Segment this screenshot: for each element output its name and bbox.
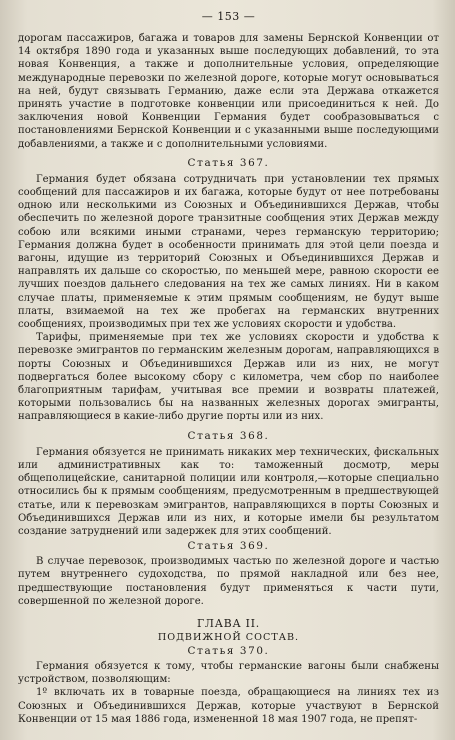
article-heading-368: Статья 368.	[187, 429, 270, 442]
paragraph-article-370-2: 1º включать их в товарные поезда, обращающиеся на линиях тех из Союзных и Объединившихся Держав, которые участвуют в Бернской Конвенции от 15 мая 1886 года, измененной 18 мая 1907 года, не препят-	[18, 687, 439, 725]
paragraph-article-367-1: Германия будет обязана сотрудничать при установлении тех прямых сообщений для пассажиров и их багажа, которые будут от нее потребованы одною или несколькими из Союзных и Объединившихся Держав, чтобы обеспечить по железной дороге транзитные сообщения этих Держав между собою или всякими иными странами, через германскую территорию; Германия должна будет в особенности принимать для этой цели поезда и вагоны, идущие из территорий Союзных и Объединившихся Держав и направлять их дальше со скоростью, по меньшей мере, равною скорости ее лучших поездов дальнего следования на тех же самых линиях. Ни в каком случае платы, применяемые к этим прямым сообщениям, не будут выше платы, взимаемой на тех же пробегах на германских внутренних сообщениях, производимых при тех же условиях скорости и удобства.	[18, 173, 439, 331]
page-number: — 153 —	[201, 10, 256, 23]
article-heading-370: Статья 370.	[187, 644, 270, 657]
paragraph-continuation: дорогам пассажиров, багажа и товаров для замены Бернской Конвенции от 14 октября 1890 года и указанных выше последующих добавлений, то эта новая Конвенция, а также и дополнительные условия, определяющие международные перевозки по железной дороге, которые могут основываться на ней, будут связывать Германию, даже если эта Держава откажется принять участие в подготовке конвенции или присоединиться к ней. До заключения новой Конвенции Германия будет сообразовываться с постановлениями Бернской Конвенции и с указанными выше последующими добавлениями, а также и с дополнительными условиями.	[18, 33, 439, 150]
chapter-subtitle: ПОДВИЖНОЙ СОСТАВ.	[157, 631, 300, 643]
paragraph-article-368: Германия обязуется не принимать никаких мер технических, фискальных или административных как то: таможенный досмотр, меры общеполицейские, санитарной полиции или контроля,—которые специально относились бы к прямым сообщениям, предусмотренным в предшествующей статье, или к перевозкам эмигрантов, направляющихся в порты Союзных и Объединившихся Держав или из них, и которые имели бы результатом создание затруднений или задержек для этих сообщений.	[18, 446, 439, 537]
article-heading-367: Статья 367.	[187, 156, 270, 169]
chapter-heading: ГЛАВА II.	[196, 616, 261, 630]
paragraph-article-369: В случае перевозок, производимых частью по железной дороге и частью путем внутреннего судоходства, по прямой накладной или без нее, предшествующие постановления будут применяться к части пути, совершенной по железной дороге.	[18, 556, 439, 607]
paragraph-article-370-1: Германия обязуется к тому, чтобы германские вагоны были снабжены устройством, позволяющим:	[18, 660, 439, 686]
article-heading-369: Статья 369.	[187, 540, 270, 553]
paragraph-article-367-2: Тарифы, применяемые при тех же условиях скорости и удобства к перевозке эмигрантов по германским железным дорогам, направляющихся в порты Союзных и Объединившихся Держав или из них, не могут подвергаться более высокому сбору с километра, чем сбор по наиболее благоприятным тарифам, учитывая все премии и возвраты платежей, которыми пользовались бы на названных железных дорогах эмигранты, направляющиеся в какие-либо другие порты или из них.	[18, 332, 439, 423]
